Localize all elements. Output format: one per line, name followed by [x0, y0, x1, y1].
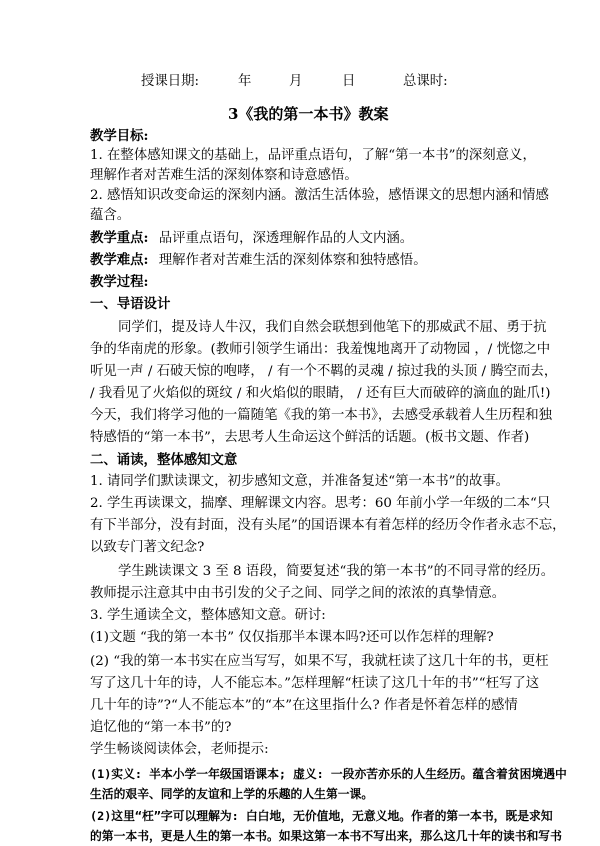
- step-2-line-1: 2. 学生再读课文，揣摩、理解课文内容。思考：60 年前小学一年级的二本“只: [90, 496, 551, 511]
- question-2-line-4: 追忆他的“第一本书”的?: [90, 720, 232, 735]
- year-label: 年: [238, 74, 252, 89]
- goal-2-line-2: 蕴含。: [90, 208, 131, 223]
- part-1-heading: 一、导语设计: [90, 296, 171, 312]
- teacher-hint-intro: 学生畅谈阅读体会，老师提示:: [90, 742, 269, 757]
- intro-line-5: 今天，我们将学习他的一篇随笔《我的第一本书》，去感受承载着人生历程和独: [90, 408, 552, 423]
- intro-line-6: 特感悟的“第一本书”，去思考人生命运这个鲜活的话题。(板书文题、作者): [90, 430, 530, 445]
- day-label: 日: [342, 74, 356, 89]
- key-point: [90, 228, 413, 249]
- lesson-date-label: 授课日期:: [141, 74, 200, 89]
- step-2-line-2: 有下半部分，没有封面，没有头尾”的国语课本有着怎样的经历令作者永志不忘，: [90, 518, 566, 533]
- step-2-line-3: 以致专门著文纪念?: [90, 540, 205, 555]
- question-2-line-2: 写了这几十年的诗，人不能忘本。”怎样理解“枉读了这几十年的书”“枉写了这: [90, 676, 540, 691]
- intro-line-3: 听见一声 / 石破天惊的咆哮， / 有一个不羁的灵魂 / 掠过我的头顶 / 腾空而去，: [90, 364, 558, 379]
- key-point-label: 教学重点:: [90, 230, 149, 246]
- key-point-text: 品评重点语句，深透理解作品的人文内涵。: [158, 231, 414, 246]
- question-1: (1)文题 “我的第一本书” 仅仅指那半本课本吗?还可以作怎样的理解?: [90, 630, 494, 645]
- note-2-line-1: (2)这里“枉”字可以理解为: 白白地，无价值地，无意义地。作者的第一本书，既是求知: [90, 809, 553, 823]
- intro-line-4: / 我看见了火焰似的斑纹 / 和火焰似的眼睛， / 还有巨大而破碎的滴血的趾爪!): [90, 386, 551, 401]
- note-2-line-2: 的第一本书，更是人生的第一本书。如果这第一本书不写出来，那么这几十年的读书和写书: [90, 829, 562, 843]
- total-periods-label: 总课时:: [403, 74, 448, 89]
- goals-heading: 教学目标:: [90, 128, 149, 144]
- note-1-line-2: 生活的艰辛、同学的友谊和上学的乐趣的人生第一课。: [90, 787, 374, 801]
- goal-2-line-1: 2. 感悟知识改变命运的深刻内涵。激活生活体验，感悟课文的思想内涵和情感: [90, 188, 549, 203]
- retell-line-1: 学生跳读课文 3 至 8 语段，简要复述“我的第一本书”的不同寻常的经历。: [118, 564, 555, 579]
- intro-line-2: 争的华南虎的形象。(教师引领学生诵出：我羞愧地离开了动物园 ，/ 恍惚之中: [90, 342, 551, 357]
- difficult-point: [90, 250, 427, 271]
- intro-line-1: 同学们，提及诗人牛汉，我们自然会联想到他笔下的那威武不屈、勇于抗: [118, 320, 547, 335]
- process-heading: 教学过程:: [90, 274, 149, 290]
- difficult-point-label: 教学难点:: [90, 252, 149, 268]
- note-1-line-1: (1)实义: 半本小学一年级国语课本; 虚义: 一段亦苦亦乐的人生经历。蕴含着贫困境遇中: [90, 767, 567, 781]
- step-1: 1. 请同学们默读课文，初步感知文意，并准备复述“第一本书”的故事。: [90, 474, 510, 489]
- lesson-header: [0, 72, 600, 92]
- goal-1-line-2: 理解作者对苦难生活的深刻体察和诗意感悟。: [90, 168, 358, 183]
- step-3: 3. 学生通读全文，整体感知文意。研讨:: [90, 608, 326, 623]
- retell-line-2: 教师提示注意其中由书引发的父子之间、同学之间的浓浓的真挚情意。: [90, 586, 506, 601]
- part-2-heading: 二、诵读，整体感知文意: [90, 452, 238, 468]
- goal-1-line-1: 1. 在整体感知课文的基础上，品评重点语句，了解“第一本书”的深刻意义，: [90, 148, 536, 163]
- month-label: 月: [289, 74, 303, 89]
- difficult-point-text: 理解作者对苦难生活的深刻体察和独特感悟。: [158, 253, 427, 268]
- page-title: 3《我的第一本书》教案: [228, 105, 389, 123]
- question-2-line-3: 几十年的诗”?“人不能忘本”的“本”在这里指什么? 作者是怀着怎样的感情: [90, 698, 518, 713]
- question-2-line-1: (2) “我的第一本书实在应当写写，如果不写，我就枉读了这几十年的书，更枉: [90, 654, 549, 669]
